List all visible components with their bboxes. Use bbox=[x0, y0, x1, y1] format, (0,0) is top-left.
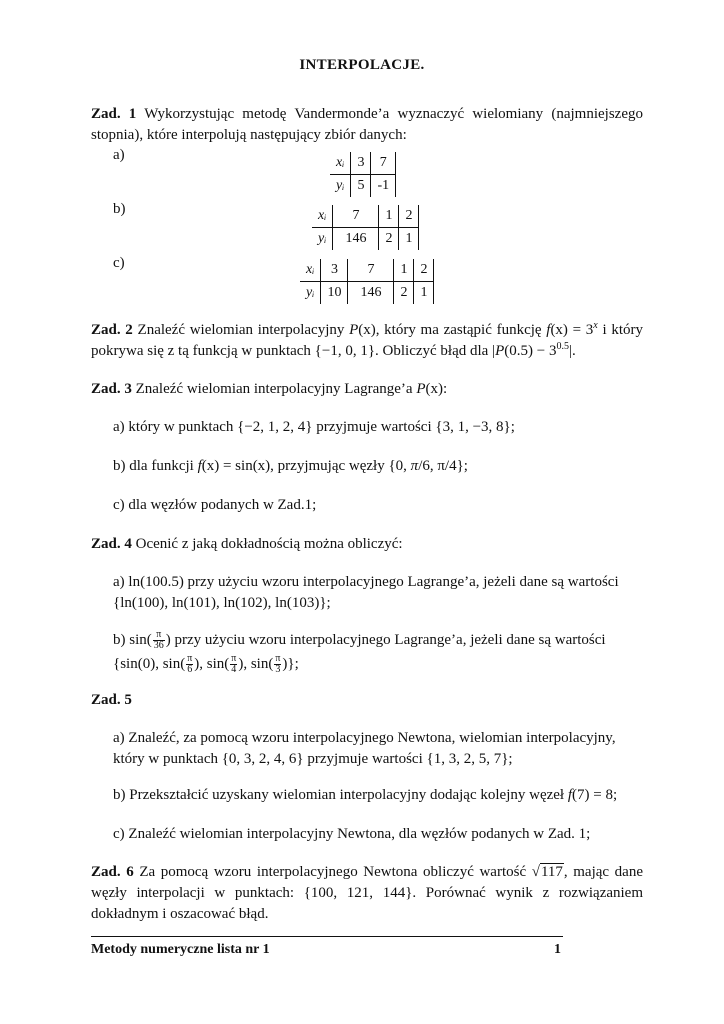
task-6-label: Zad. 6 bbox=[91, 864, 134, 880]
task-1b-marker: b) bbox=[113, 201, 126, 217]
footer-divider bbox=[91, 936, 563, 937]
table-header-cell: yᵢ bbox=[330, 175, 351, 198]
table-cell: 5 bbox=[351, 175, 371, 198]
task-4b: b) sin( $\frac{\pi}{36}$ ) przy użyciu wzoru interpolacyjnego Lagrange’a, jeżeli dane są wartości {sin(0), sin( $\frac{\pi}{6}$ ), sin( $\frac{\pi}{4}$ ), sin( $\frac{\pi}{3}$ )}; bbox=[113, 629, 606, 676]
table-cell: 3 bbox=[351, 152, 371, 175]
fraction: $\frac{\pi}{36}$ bbox=[153, 629, 164, 652]
table-cell: -1 bbox=[371, 175, 396, 198]
table-cell: 7 bbox=[333, 205, 379, 228]
task-3-label: Zad. 3 bbox=[91, 381, 132, 397]
table-row bbox=[312, 205, 419, 228]
task-3-intro: Zad. 3 Znaleźć wielomian interpolacyjny Lagrange’a P(x): bbox=[91, 381, 448, 397]
table-cell: 7 bbox=[348, 259, 394, 282]
task-1a-marker: a) bbox=[113, 147, 125, 163]
table-cell: 2 bbox=[379, 228, 399, 251]
data-table-c bbox=[300, 259, 434, 304]
table-header-cell: yᵢ bbox=[300, 282, 321, 305]
page-title: INTERPOLACJE. bbox=[299, 57, 425, 73]
task-2: Zad. 2 Znaleźć wielomian interpolacyjny P(x), który ma zastąpić funkcję $f(x) = 3^x$ i który pokrywa się z tą funkcją w punktach {−1, 0, 1}. Obliczyć błąd dla $|P(0.5) - 3^{0.5}|$. bbox=[91, 320, 643, 359]
task-3b: b) dla funkcji f(x) = sin(x), przyjmując węzły {0, π/6, π/4}; bbox=[113, 458, 468, 474]
sqrt-radicand: 117 bbox=[540, 864, 563, 880]
task-5a: a) Znaleźć, za pomocą wzoru interpolacyjnego Newtona, wielomian interpolacyjny, który w punktach {0, 3, 2, 4, 6} przyjmuje wartości {1, 3, 2, 5, 7}; bbox=[113, 730, 616, 767]
sqrt-sign: √ bbox=[531, 864, 540, 880]
task-5c: c) Znaleźć wielomian interpolacyjny Newtona, dla węzłów podanych w Zad. 1; bbox=[113, 826, 591, 842]
task-1-text: Wykorzystując metodę Vandermonde’a wyznaczyć wielomiany (najmniejszego stopnia), które interpolują następujący zbiór danych: bbox=[91, 106, 643, 143]
table-cell: 146 bbox=[348, 282, 394, 305]
table-cell: 3 bbox=[321, 259, 348, 282]
task-1c-marker: c) bbox=[113, 255, 125, 271]
fraction: $\frac{\pi}{6}$ bbox=[187, 653, 193, 676]
table-row bbox=[300, 282, 434, 305]
fraction: $\frac{\pi}{4}$ bbox=[231, 653, 237, 676]
table-header-cell: yᵢ bbox=[312, 228, 333, 251]
task-2-label: Zad. 2 bbox=[91, 322, 133, 338]
table-cell: 2 bbox=[394, 282, 414, 305]
table-row bbox=[330, 152, 396, 175]
table-cell: 7 bbox=[371, 152, 396, 175]
table-header-cell: xᵢ bbox=[330, 152, 351, 175]
task-6: Zad. 6 Za pomocą wzoru interpolacyjnego Newtona obliczyć wartość √117, mając dane węzły interpolacji w punktach: {100, 121, 144}. Porównać wynik z rozwiązaniem dokładnym i oszacować błąd. bbox=[91, 864, 643, 922]
table-header-cell: xᵢ bbox=[312, 205, 333, 228]
table-row bbox=[300, 259, 434, 282]
table-row bbox=[312, 228, 419, 251]
table-cell: 1 bbox=[399, 228, 419, 251]
table-header-cell: xᵢ bbox=[300, 259, 321, 282]
task-4-label: Zad. 4 bbox=[91, 536, 132, 552]
table-cell: 2 bbox=[414, 259, 434, 282]
task-5-intro bbox=[91, 690, 643, 711]
fraction: $\frac{\pi}{3}$ bbox=[275, 653, 281, 676]
task-3c: c) dla węzłów podanych w Zad.1; bbox=[113, 497, 317, 513]
task-4a: a) ln(100.5) przy użyciu wzoru interpolacyjnego Lagrange’a, jeżeli dane są wartości {ln(100), ln(101), ln(102), ln(103)}; bbox=[113, 574, 619, 611]
data-table-a bbox=[330, 152, 396, 197]
table-cell: 146 bbox=[333, 228, 379, 251]
data-table-b bbox=[312, 205, 419, 250]
table-cell: 1 bbox=[394, 259, 414, 282]
table-cell: 10 bbox=[321, 282, 348, 305]
footer-title: Metody numeryczne lista nr 1 bbox=[91, 942, 270, 957]
table-cell: 2 bbox=[399, 205, 419, 228]
table-cell: 1 bbox=[414, 282, 434, 305]
task-5-label: Zad. 5 bbox=[91, 692, 132, 708]
table-cell: 1 bbox=[379, 205, 399, 228]
task-1-label: Zad. 1 bbox=[91, 106, 137, 122]
page-number: 1 bbox=[554, 942, 561, 957]
task-5b: b) Przekształcić uzyskany wielomian interpolacyjny dodając kolejny węzeł f(7) = 8; bbox=[113, 787, 618, 803]
table-row bbox=[330, 175, 396, 198]
task-1-intro bbox=[91, 104, 643, 146]
task-4-intro: Zad. 4 Ocenić z jaką dokładnością można obliczyć: bbox=[91, 536, 403, 552]
task-3a: a) który w punktach {−2, 1, 2, 4} przyjmuje wartości {3, 1, −3, 8}; bbox=[113, 419, 515, 435]
